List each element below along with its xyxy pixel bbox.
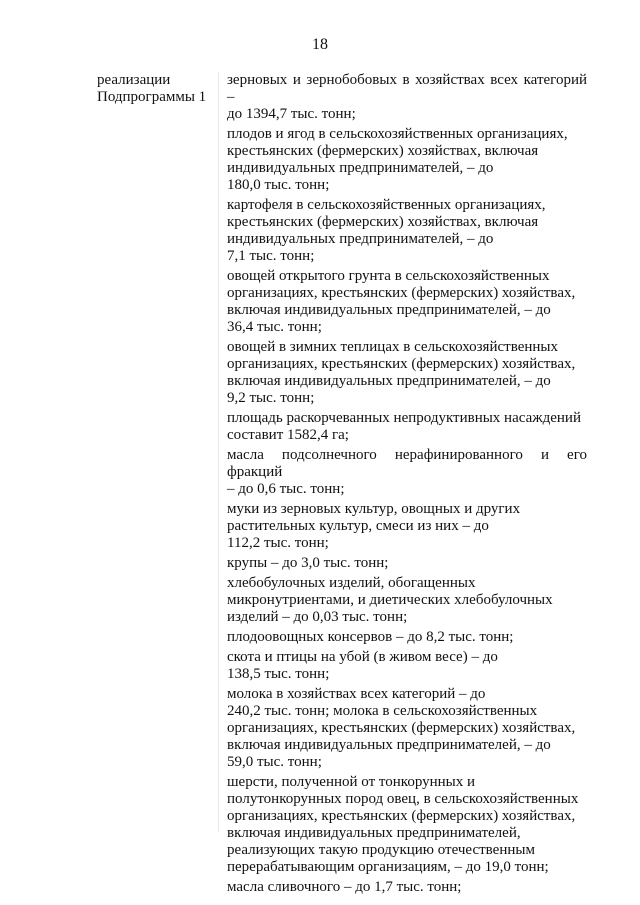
item-line: 36,4 тыс. тонн; [227,319,322,335]
left-column [97,72,217,106]
item-line: молока в хозяйствах всех категорий – до [227,686,486,702]
item-line: 138,5 тыс. тонн; [227,666,330,682]
item-line: скота и птицы на убой (в живом весе) – до [227,649,498,665]
item-line: включая индивидуальных предпринимателей, – до [227,737,551,753]
item-line: муки из зерновых культур, овощных и других [227,501,521,517]
item-line: организациях, крестьянских (фермерских) хозяйствах, [227,808,576,824]
item-line: изделий – до 0,03 тыс. тонн; [227,609,408,625]
item-line: включая индивидуальных предпринимателей, – до [227,373,551,389]
item-line: крестьянских (фермерских) хозяйствах, включая [227,143,539,159]
item-line: 180,0 тыс. тонн; [227,177,330,193]
target-indicator-item [227,410,587,444]
item-line: крупы – до 3,0 тыс. тонн; [227,555,389,571]
target-indicator-item [227,555,587,572]
item-line: 9,2 тыс. тонн; [227,390,315,406]
item-line: организациях, крестьянских (фермерских) хозяйствах, [227,356,576,372]
target-indicator-item [227,501,587,552]
left-column-line: реализации [97,72,171,88]
target-indicator-item [227,197,587,265]
item-line: – до 0,6 тыс. тонн; [227,481,345,497]
item-line: включая индивидуальных предпринимателей, [227,825,521,841]
target-indicator-item [227,774,587,876]
item-line: 112,2 тыс. тонн; [227,535,329,551]
item-line: организациях, крестьянских (фермерских) хозяйствах, [227,285,576,301]
item-line: индивидуальных предпринимателей, – до [227,160,494,176]
page-number: 18 [312,36,328,53]
item-line: крестьянских (фермерских) хозяйствах, включая [227,214,539,230]
target-indicator-item [227,686,587,771]
target-indicator-item [227,629,587,646]
item-line: масла сливочного – до 1,7 тыс. тонн; [227,879,462,895]
item-line: 59,0 тыс. тонн; [227,754,322,770]
item-line: включая индивидуальных предпринимателей, – до [227,302,551,318]
right-column [227,72,587,899]
target-indicator-item [227,447,587,498]
item-line: 240,2 тыс. тонн; молока в сельскохозяйственных [227,703,538,719]
item-line: шерсти, полученной от тонкорунных и [227,774,476,790]
item-line: зерновых и зернобобовых в хозяйствах всех категорий – [227,72,587,105]
item-line: масла подсолнечного нерафинированного и его фракций [227,447,587,480]
item-line: картофеля в сельскохозяйственных организациях, [227,197,546,213]
target-indicator-item [227,126,587,194]
item-line: перерабатывающим организациям, – до 19,0 тонн; [227,859,549,875]
target-indicator-item [227,268,587,336]
target-indicator-item [227,879,587,896]
item-line: плодов и ягод в сельскохозяйственных организациях, [227,126,568,142]
item-line: до 1394,7 тыс. тонн; [227,106,356,122]
item-line: растительных культур, смеси из них – до [227,518,489,534]
item-line: плодоовощных консервов – до 8,2 тыс. тонн; [227,629,514,645]
item-line: овощей открытого грунта в сельскохозяйственных [227,268,550,284]
left-column-line: Подпрограммы 1 [97,89,207,105]
column-divider [218,72,219,832]
item-line: микронутриентами, и диетических хлебобулочных [227,592,553,608]
target-indicator-item [227,575,587,626]
item-line: реализующих такую продукцию отечественным [227,842,535,858]
item-line: организациях, крестьянских (фермерских) хозяйствах, [227,720,576,736]
target-indicator-item [227,72,587,123]
target-indicator-item [227,339,587,407]
target-indicator-item [227,649,587,683]
item-line: полутонкорунных пород овец, в сельскохозяйственных [227,791,579,807]
item-line: овощей в зимних теплицах в сельскохозяйственных [227,339,558,355]
item-line: площадь раскорчеванных непродуктивных насаждений [227,410,581,426]
item-line: составит 1582,4 га; [227,427,349,443]
item-line: индивидуальных предпринимателей, – до [227,231,494,247]
item-line: 7,1 тыс. тонн; [227,248,315,264]
item-line: хлебобулочных изделий, обогащенных [227,575,476,591]
